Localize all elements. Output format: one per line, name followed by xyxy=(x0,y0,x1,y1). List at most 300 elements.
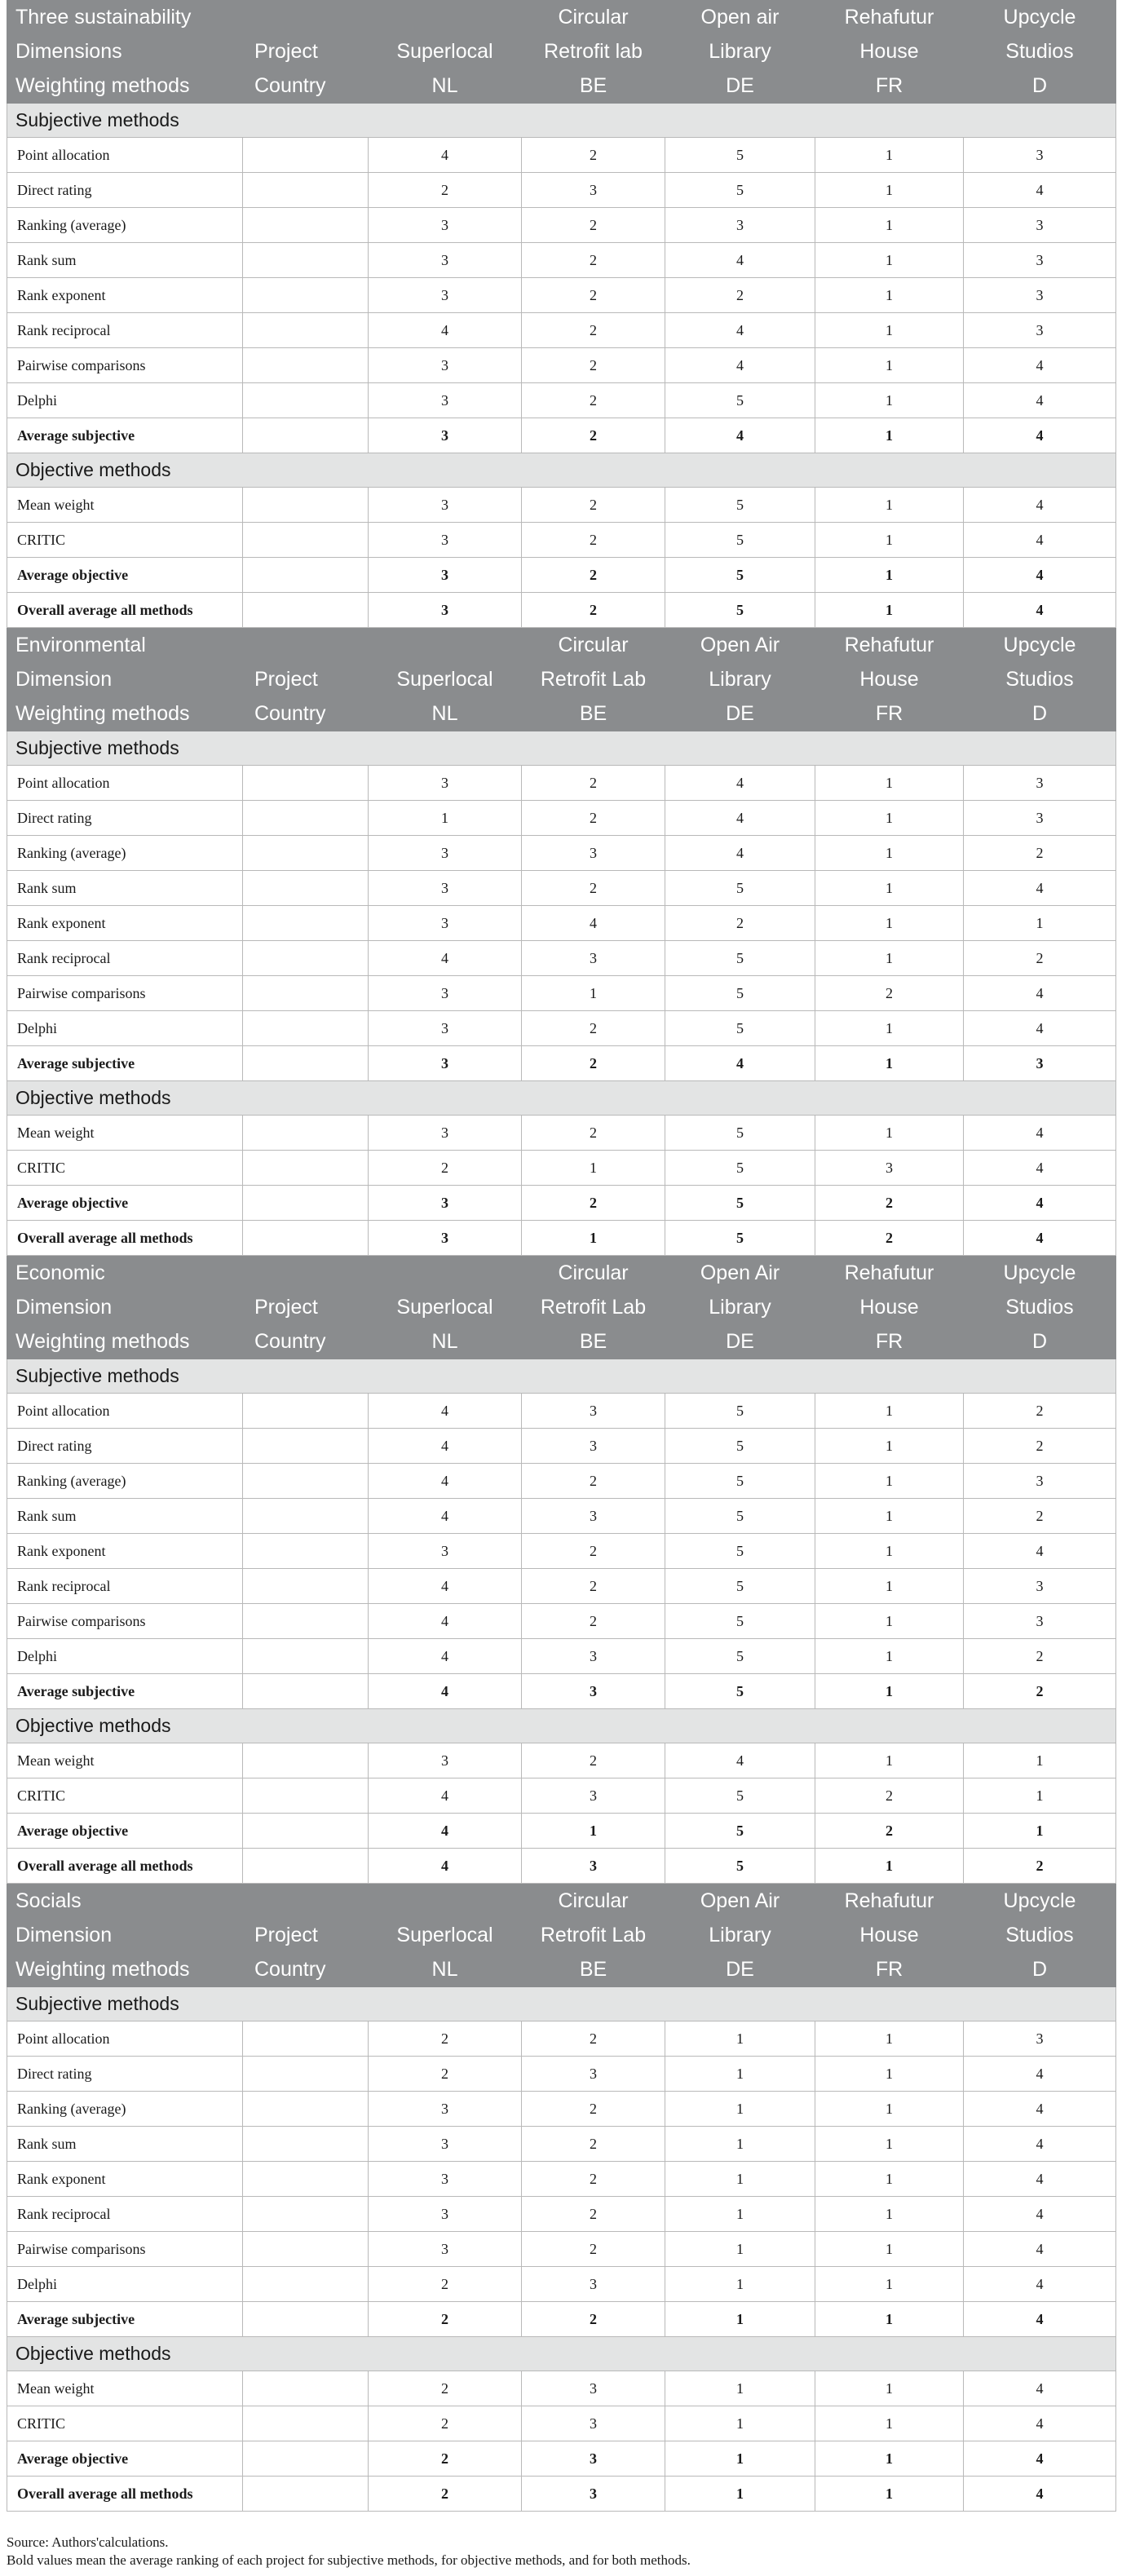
project-name: Retrofit Lab xyxy=(522,1919,665,1953)
rank-value: 4 xyxy=(369,1429,522,1464)
rank-value: 1 xyxy=(815,383,964,418)
table-row xyxy=(7,383,1116,418)
header-blank xyxy=(243,1,369,35)
rank-value: 5 xyxy=(665,488,815,523)
rank-value: 4 xyxy=(369,1778,522,1814)
rank-value: 2 xyxy=(964,941,1116,976)
method-name: Rank reciprocal xyxy=(7,941,243,976)
rank-value: 4 xyxy=(964,1221,1116,1256)
rank-value: 4 xyxy=(369,1394,522,1429)
rank-value: 1 xyxy=(815,836,964,871)
rank-value: 5 xyxy=(665,1011,815,1046)
ranking-tables xyxy=(7,0,1115,2512)
rank-value: 3 xyxy=(369,766,522,801)
table-row xyxy=(7,278,1116,313)
rank-value: 3 xyxy=(369,2197,522,2232)
project-name: Studios xyxy=(964,1291,1116,1325)
rank-value: 3 xyxy=(522,2371,665,2406)
rank-value: 1 xyxy=(522,1814,665,1849)
rank-value: 2 xyxy=(522,243,665,278)
rank-value: 1 xyxy=(815,801,964,836)
method-name: Rank sum xyxy=(7,1499,243,1534)
empty-cell xyxy=(243,278,369,313)
rank-value: 2 xyxy=(369,2267,522,2302)
method-name: Mean weight xyxy=(7,488,243,523)
rank-value: 3 xyxy=(522,2441,665,2477)
empty-cell xyxy=(243,418,369,453)
table-row xyxy=(7,2302,1116,2337)
country-code: FR xyxy=(815,697,964,731)
rank-value: 1 xyxy=(815,1639,964,1674)
country-code: D xyxy=(964,1325,1116,1359)
rank-value: 3 xyxy=(369,278,522,313)
rank-value: 3 xyxy=(369,976,522,1011)
rank-value: 2 xyxy=(815,976,964,1011)
rank-value: 2 xyxy=(369,1151,522,1186)
rank-value: 1 xyxy=(964,1743,1116,1778)
rank-value: 2 xyxy=(522,2092,665,2127)
method-name: Mean weight xyxy=(7,1116,243,1151)
rank-value: 3 xyxy=(369,208,522,243)
table-row xyxy=(7,2162,1116,2197)
rank-value: 4 xyxy=(369,1499,522,1534)
rank-value: 4 xyxy=(964,2406,1116,2441)
project-name: House xyxy=(815,1291,964,1325)
rank-value: 1 xyxy=(964,1814,1116,1849)
rank-value: 2 xyxy=(964,1674,1116,1709)
weighting-methods-label: Weighting methods xyxy=(7,697,243,731)
rank-value: 3 xyxy=(964,1604,1116,1639)
rank-value: 4 xyxy=(964,2267,1116,2302)
project-name: Superlocal xyxy=(369,1291,522,1325)
rank-value: 1 xyxy=(815,2162,964,2197)
rank-value: 4 xyxy=(665,766,815,801)
method-name: CRITIC xyxy=(7,1151,243,1186)
rank-value: 3 xyxy=(964,801,1116,836)
section-title: Environmental xyxy=(7,629,243,663)
empty-cell xyxy=(243,906,369,941)
rank-value: 5 xyxy=(665,871,815,906)
rank-value: 4 xyxy=(964,2162,1116,2197)
table-row xyxy=(7,593,1116,628)
table-row xyxy=(7,1429,1116,1464)
empty-cell xyxy=(243,558,369,593)
rank-value: 5 xyxy=(665,1639,815,1674)
rank-value: 3 xyxy=(369,2232,522,2267)
country-code: FR xyxy=(815,1953,964,1987)
rank-value: 2 xyxy=(369,2302,522,2337)
rank-value: 1 xyxy=(815,2057,964,2092)
header-row xyxy=(7,697,1116,731)
method-name: Rank exponent xyxy=(7,906,243,941)
empty-cell xyxy=(243,1778,369,1814)
table-row xyxy=(7,1186,1116,1221)
rank-value: 1 xyxy=(815,1464,964,1499)
method-name: Overall average all methods xyxy=(7,1849,243,1884)
empty-cell xyxy=(243,1186,369,1221)
project-name: Library xyxy=(665,35,815,69)
rank-value: 3 xyxy=(369,871,522,906)
rank-value: 5 xyxy=(665,1464,815,1499)
project-label: Project xyxy=(243,663,369,697)
table-row xyxy=(7,1674,1116,1709)
rank-value: 3 xyxy=(369,2092,522,2127)
header-row xyxy=(7,1291,1116,1325)
rank-value: 1 xyxy=(815,2406,964,2441)
project-label: Project xyxy=(243,1919,369,1953)
rank-value: 5 xyxy=(665,1394,815,1429)
country-label: Country xyxy=(243,1953,369,1987)
table-row xyxy=(7,1394,1116,1429)
rank-value: 1 xyxy=(815,1849,964,1884)
empty-cell xyxy=(243,1849,369,1884)
method-name: Ranking (average) xyxy=(7,1464,243,1499)
empty-cell xyxy=(243,138,369,173)
rank-value: 3 xyxy=(964,208,1116,243)
bold-values-note: Bold values mean the average ranking of each project for subjective methods, for objective methods, and for both methods. xyxy=(7,2552,691,2568)
rank-value: 4 xyxy=(665,243,815,278)
rank-value: 3 xyxy=(369,488,522,523)
group-label: Subjective methods xyxy=(7,731,1116,766)
rank-value: 2 xyxy=(369,2021,522,2057)
table-row xyxy=(7,418,1116,453)
rank-value: 2 xyxy=(369,2477,522,2512)
ranking-table xyxy=(7,1884,1116,2512)
rank-value: 1 xyxy=(665,2406,815,2441)
country-code: D xyxy=(964,69,1116,104)
empty-cell xyxy=(243,2267,369,2302)
empty-cell xyxy=(243,488,369,523)
rank-value: 3 xyxy=(369,1534,522,1569)
table-row xyxy=(7,523,1116,558)
table-row xyxy=(7,558,1116,593)
rank-value: 3 xyxy=(522,173,665,208)
empty-cell xyxy=(243,2232,369,2267)
rank-value: 4 xyxy=(964,418,1116,453)
table-row xyxy=(7,1743,1116,1778)
project-name: Circular xyxy=(522,1257,665,1291)
header-row xyxy=(7,1919,1116,1953)
rank-value: 1 xyxy=(815,1429,964,1464)
rank-value: 2 xyxy=(522,801,665,836)
header-row xyxy=(7,69,1116,104)
rank-value: 1 xyxy=(815,2197,964,2232)
rank-value: 1 xyxy=(815,2267,964,2302)
table-row xyxy=(7,2441,1116,2477)
project-name: Rehafutur xyxy=(815,1885,964,1919)
rank-value: 3 xyxy=(369,593,522,628)
header-row xyxy=(7,1885,1116,1919)
rank-value: 5 xyxy=(665,1814,815,1849)
rank-value: 5 xyxy=(665,1604,815,1639)
table-row xyxy=(7,766,1116,801)
rank-value: 4 xyxy=(369,313,522,348)
rank-value: 3 xyxy=(964,243,1116,278)
footnotes xyxy=(7,2534,1115,2569)
empty-cell xyxy=(243,976,369,1011)
rank-value: 5 xyxy=(665,593,815,628)
project-name: Circular xyxy=(522,1885,665,1919)
empty-cell xyxy=(243,523,369,558)
rank-value: 1 xyxy=(815,2127,964,2162)
section-title: Three sustainability xyxy=(7,1,243,35)
rank-value: 3 xyxy=(369,1743,522,1778)
rank-value: 3 xyxy=(369,243,522,278)
rank-value: 1 xyxy=(522,976,665,1011)
rank-value: 1 xyxy=(665,2197,815,2232)
header-blank xyxy=(369,1257,522,1291)
rank-value: 2 xyxy=(522,1743,665,1778)
table-row xyxy=(7,348,1116,383)
rank-value: 5 xyxy=(665,523,815,558)
rank-value: 2 xyxy=(522,348,665,383)
rank-value: 2 xyxy=(815,1778,964,1814)
rank-value: 4 xyxy=(964,488,1116,523)
weighting-methods-label: Weighting methods xyxy=(7,69,243,104)
rank-value: 2 xyxy=(964,836,1116,871)
weighting-methods-label: Weighting methods xyxy=(7,1325,243,1359)
rank-value: 1 xyxy=(815,2092,964,2127)
empty-cell xyxy=(243,871,369,906)
rank-value: 3 xyxy=(522,1394,665,1429)
empty-cell xyxy=(243,2197,369,2232)
rank-value: 1 xyxy=(665,2057,815,2092)
rank-value: 2 xyxy=(815,1186,964,1221)
empty-cell xyxy=(243,2441,369,2477)
method-name: Average objective xyxy=(7,1186,243,1221)
rank-value: 4 xyxy=(964,2302,1116,2337)
rank-value: 1 xyxy=(815,418,964,453)
rank-value: 4 xyxy=(964,2441,1116,2477)
method-name: Direct rating xyxy=(7,801,243,836)
rank-value: 2 xyxy=(522,2197,665,2232)
header-blank xyxy=(243,629,369,663)
rank-value: 3 xyxy=(964,766,1116,801)
project-name: House xyxy=(815,35,964,69)
empty-cell xyxy=(243,313,369,348)
rank-value: 3 xyxy=(369,2162,522,2197)
rank-value: 2 xyxy=(369,173,522,208)
project-name: Circular xyxy=(522,629,665,663)
method-name: Point allocation xyxy=(7,2021,243,2057)
rank-value: 2 xyxy=(815,1221,964,1256)
rank-value: 2 xyxy=(522,593,665,628)
rank-value: 2 xyxy=(522,1569,665,1604)
rank-value: 3 xyxy=(522,1778,665,1814)
empty-cell xyxy=(243,383,369,418)
rank-value: 4 xyxy=(964,976,1116,1011)
rank-value: 5 xyxy=(665,1778,815,1814)
group-label: Objective methods xyxy=(7,1709,1116,1743)
table-row xyxy=(7,1814,1116,1849)
empty-cell xyxy=(243,2057,369,2092)
country-code: NL xyxy=(369,697,522,731)
project-name: Superlocal xyxy=(369,1919,522,1953)
header-blank xyxy=(243,1885,369,1919)
table-row xyxy=(7,976,1116,1011)
table-row xyxy=(7,941,1116,976)
method-name: Average objective xyxy=(7,2441,243,2477)
rank-value: 1 xyxy=(815,941,964,976)
empty-cell xyxy=(243,593,369,628)
header-blank xyxy=(369,629,522,663)
header-row xyxy=(7,663,1116,697)
header-row xyxy=(7,1,1116,35)
rank-value: 3 xyxy=(964,1569,1116,1604)
empty-cell xyxy=(243,1151,369,1186)
method-name: Overall average all methods xyxy=(7,593,243,628)
rank-value: 2 xyxy=(522,523,665,558)
method-name: Rank sum xyxy=(7,2127,243,2162)
empty-cell xyxy=(243,243,369,278)
project-name: Library xyxy=(665,1919,815,1953)
method-name: Average subjective xyxy=(7,2302,243,2337)
rank-value: 1 xyxy=(665,2477,815,2512)
rank-value: 1 xyxy=(815,1569,964,1604)
header-row xyxy=(7,35,1116,69)
project-name: Upcycle xyxy=(964,629,1116,663)
rank-value: 2 xyxy=(522,1464,665,1499)
header-row xyxy=(7,629,1116,663)
table-row xyxy=(7,2057,1116,2092)
rank-value: 4 xyxy=(522,906,665,941)
rank-value: 1 xyxy=(665,2267,815,2302)
rank-value: 5 xyxy=(665,138,815,173)
rank-value: 1 xyxy=(522,1221,665,1256)
method-name: Rank reciprocal xyxy=(7,2197,243,2232)
group-row xyxy=(7,1709,1116,1743)
country-code: NL xyxy=(369,1953,522,1987)
rank-value: 1 xyxy=(815,138,964,173)
rank-value: 2 xyxy=(815,1814,964,1849)
table-row xyxy=(7,836,1116,871)
rank-value: 3 xyxy=(665,208,815,243)
method-name: Delphi xyxy=(7,1011,243,1046)
rank-value: 1 xyxy=(665,2232,815,2267)
method-name: Pairwise comparisons xyxy=(7,1604,243,1639)
rank-value: 4 xyxy=(964,2127,1116,2162)
group-row xyxy=(7,2337,1116,2371)
empty-cell xyxy=(243,1221,369,1256)
country-code: DE xyxy=(665,697,815,731)
country-code: BE xyxy=(522,697,665,731)
rank-value: 3 xyxy=(369,1221,522,1256)
rank-value: 5 xyxy=(665,383,815,418)
rank-value: 2 xyxy=(964,1849,1116,1884)
rank-value: 1 xyxy=(815,766,964,801)
rank-value: 1 xyxy=(815,1534,964,1569)
section-subtitle: Dimension xyxy=(7,1919,243,1953)
rank-value: 3 xyxy=(522,2406,665,2441)
empty-cell xyxy=(243,1499,369,1534)
method-name: Delphi xyxy=(7,383,243,418)
method-name: Rank reciprocal xyxy=(7,1569,243,1604)
rank-value: 3 xyxy=(964,1464,1116,1499)
method-name: Delphi xyxy=(7,2267,243,2302)
empty-cell xyxy=(243,1534,369,1569)
rank-value: 1 xyxy=(815,173,964,208)
rank-value: 1 xyxy=(815,1499,964,1534)
header-blank xyxy=(243,1257,369,1291)
method-name: CRITIC xyxy=(7,523,243,558)
rank-value: 5 xyxy=(665,1186,815,1221)
method-name: Point allocation xyxy=(7,766,243,801)
method-name: Average subjective xyxy=(7,1674,243,1709)
rank-value: 4 xyxy=(369,1569,522,1604)
method-name: Mean weight xyxy=(7,2371,243,2406)
empty-cell xyxy=(243,1116,369,1151)
country-code: DE xyxy=(665,1953,815,1987)
country-code: BE xyxy=(522,1953,665,1987)
rank-value: 1 xyxy=(815,313,964,348)
table-row xyxy=(7,2232,1116,2267)
rank-value: 2 xyxy=(369,2371,522,2406)
method-name: Rank exponent xyxy=(7,1534,243,1569)
section-subtitle: Dimension xyxy=(7,663,243,697)
rank-value: 4 xyxy=(964,173,1116,208)
method-name: Mean weight xyxy=(7,1743,243,1778)
table-row xyxy=(7,2127,1116,2162)
header-row xyxy=(7,1325,1116,1359)
rank-value: 4 xyxy=(964,523,1116,558)
rank-value: 2 xyxy=(522,2162,665,2197)
empty-cell xyxy=(243,801,369,836)
source-note: Source: Authors'calculations. xyxy=(7,2534,169,2550)
method-name: Pairwise comparisons xyxy=(7,2232,243,2267)
rank-value: 5 xyxy=(665,1569,815,1604)
rank-value: 5 xyxy=(665,1534,815,1569)
method-name: Average subjective xyxy=(7,1046,243,1081)
rank-value: 1 xyxy=(522,1151,665,1186)
project-name: Superlocal xyxy=(369,663,522,697)
country-code: BE xyxy=(522,1325,665,1359)
weighting-methods-label: Weighting methods xyxy=(7,1953,243,1987)
rank-value: 3 xyxy=(369,1116,522,1151)
rank-value: 1 xyxy=(815,1046,964,1081)
project-name: Open Air xyxy=(665,1257,815,1291)
rank-value: 1 xyxy=(964,1778,1116,1814)
rank-value: 2 xyxy=(522,766,665,801)
rank-value: 2 xyxy=(522,138,665,173)
rank-value: 2 xyxy=(522,1116,665,1151)
rank-value: 3 xyxy=(522,2477,665,2512)
project-label: Project xyxy=(243,35,369,69)
table-row xyxy=(7,871,1116,906)
rank-value: 5 xyxy=(665,941,815,976)
project-name: Upcycle xyxy=(964,1885,1116,1919)
rank-value: 1 xyxy=(964,906,1116,941)
rank-value: 4 xyxy=(369,1639,522,1674)
rank-value: 3 xyxy=(815,1151,964,1186)
rank-value: 4 xyxy=(964,383,1116,418)
rank-value: 4 xyxy=(964,1151,1116,1186)
project-name: Studios xyxy=(964,35,1116,69)
table-row xyxy=(7,488,1116,523)
country-code: NL xyxy=(369,1325,522,1359)
rank-value: 2 xyxy=(522,1046,665,1081)
rank-value: 4 xyxy=(964,593,1116,628)
empty-cell xyxy=(243,1429,369,1464)
rank-value: 1 xyxy=(665,2021,815,2057)
rank-value: 4 xyxy=(665,801,815,836)
empty-cell xyxy=(243,1814,369,1849)
table-row xyxy=(7,1116,1116,1151)
rank-value: 5 xyxy=(665,1499,815,1534)
rank-value: 3 xyxy=(522,1639,665,1674)
table-row xyxy=(7,1778,1116,1814)
table-row xyxy=(7,2267,1116,2302)
rank-value: 4 xyxy=(964,1186,1116,1221)
